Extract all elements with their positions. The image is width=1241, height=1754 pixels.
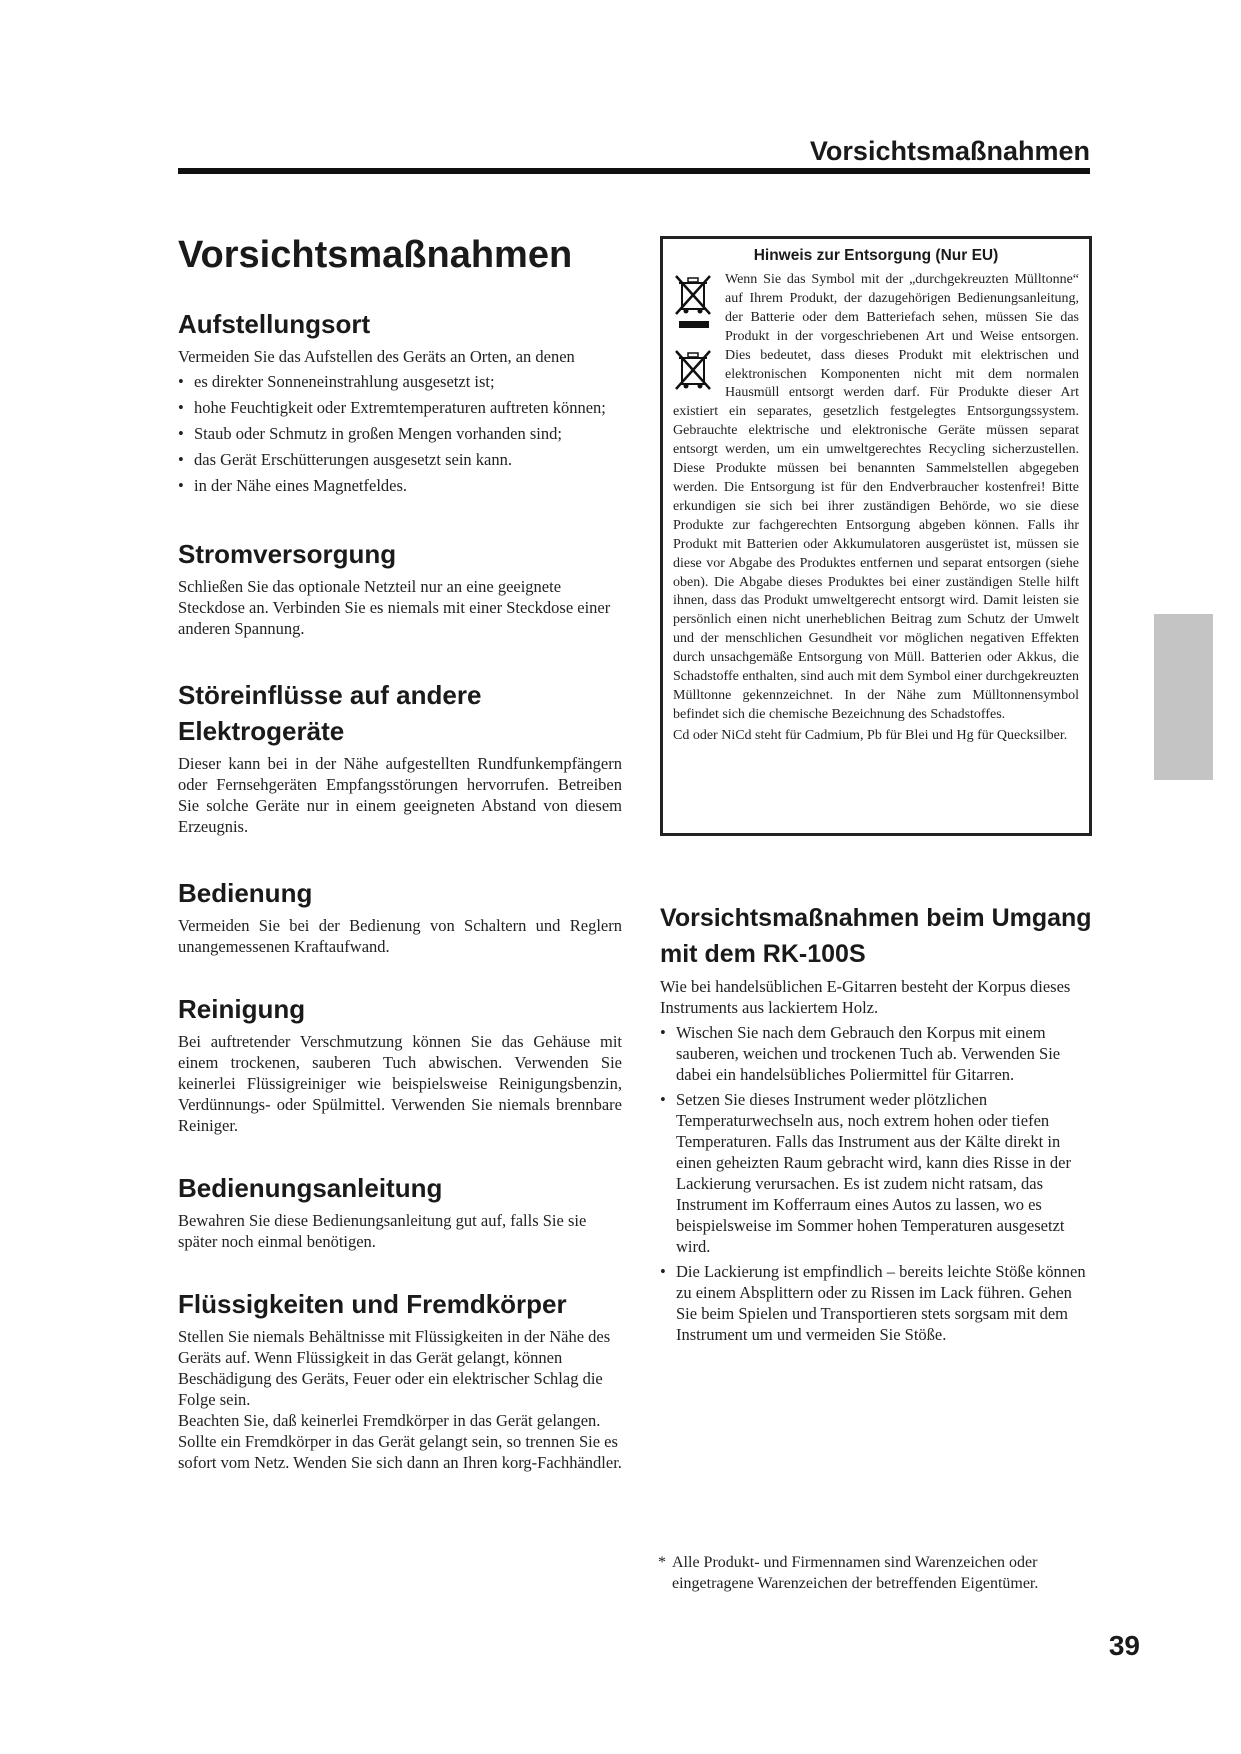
section-text: Vermeiden Sie das Aufstellen des Geräts an Orten, an denen bbox=[178, 347, 575, 366]
page-title: Vorsichtsmaßnahmen bbox=[178, 234, 573, 276]
section-aufstellungsort bbox=[178, 306, 622, 496]
notice-icons bbox=[673, 273, 717, 396]
section-heading: Flüssigkeiten und Fremdkörper bbox=[178, 1289, 567, 1319]
section-stromversorgung bbox=[178, 536, 622, 639]
crossed-bin-icon bbox=[673, 273, 713, 317]
section-heading: Bedienung bbox=[178, 878, 313, 908]
list-item: • es direkter Sonneneinstrahlung ausgesetzt ist; bbox=[178, 371, 622, 392]
list-item: • hohe Feuchtigkeit oder Extremtemperaturen auftreten können; bbox=[178, 397, 622, 418]
section-heading: Bedienungsanleitung bbox=[178, 1173, 443, 1203]
footnote-marker: * bbox=[658, 1554, 666, 1571]
section-bedienungsanleitung bbox=[178, 1170, 622, 1252]
section-thumb-tab bbox=[1154, 614, 1213, 780]
section-heading: Vorsichtsmaßnahmen beim Umgang mit dem RK-100S bbox=[660, 904, 1092, 968]
section-heading: Reinigung bbox=[178, 994, 306, 1024]
bullet-list bbox=[178, 371, 622, 496]
page-number: 39 bbox=[1108, 1630, 1140, 1661]
notice-title: Hinweis zur Entsorgung (Nur EU) bbox=[753, 247, 999, 264]
section-text: Bewahren Sie diese Bedienungsanleitung gut auf, falls Sie sie später noch einmal benötigen. bbox=[178, 1211, 587, 1251]
list-item: • das Gerät Erschütterungen ausgesetzt sein kann. bbox=[178, 449, 622, 470]
section-text: Bei auftretender Verschmutzung können Sie das Gehäuse mit einem trockenen, sauberen Tuch abwischen. Verwenden Sie keinerlei Flüssigreiniger wie beispielsweise Reinigungsbenzin, Verdünnungs- oder Spülmittel. Verwenden Sie niemals brennbare Reiniger. bbox=[178, 1032, 622, 1135]
bar-symbol-icon bbox=[679, 321, 709, 328]
section-heading: Störeinflüsse auf andere Elektrogeräte bbox=[178, 680, 482, 746]
section-reinigung bbox=[178, 991, 622, 1136]
list-item: • in der Nähe eines Magnetfeldes. bbox=[178, 475, 622, 496]
left-column bbox=[178, 232, 622, 1509]
bullet-list bbox=[660, 1022, 1092, 1345]
list-item: • Staub oder Schmutz in großen Mengen vorhanden sind; bbox=[178, 423, 622, 444]
disposal-notice-box bbox=[660, 236, 1092, 836]
section-heading: Aufstellungsort bbox=[178, 309, 371, 339]
right-column bbox=[660, 236, 1092, 1349]
list-item: • Wischen Sie nach dem Gebrauch den Korpus mit einem sauberen, weichen und trockenen Tuch ab. Verwenden Sie dabei ein handelsübliches Poliermittel für Gitarren. bbox=[660, 1022, 1092, 1085]
header-rule bbox=[178, 168, 1090, 174]
section-text: Wie bei handelsüblichen E-Gitarren besteht der Korpus dieses Instruments aus lackiertem Holz. bbox=[660, 977, 1071, 1017]
footnote bbox=[658, 1552, 1098, 1594]
section-heading: Stromversorgung bbox=[178, 539, 397, 569]
section-text: Vermeiden Sie bei der Bedienung von Schaltern und Reglern unangemessenen Kraftaufwand. bbox=[178, 916, 622, 956]
section-rk100s-handling bbox=[660, 900, 1092, 1345]
section-stoereinfluesse bbox=[178, 677, 622, 837]
section-bedienung bbox=[178, 875, 622, 957]
running-header-title: Vorsichtsmaßnahmen bbox=[809, 136, 1090, 166]
footnote-text: Alle Produkt- und Firmennamen sind Warenzeichen oder eingetragene Warenzeichen der betreffenden Eigentümer. bbox=[672, 1554, 1039, 1592]
crossed-bin-battery-icon bbox=[673, 348, 713, 392]
section-text: Schließen Sie das optionale Netzteil nur an eine geeignete Steckdose an. Verbinden Sie es niemals mit einer Steckdose einer anderen Spannung. bbox=[178, 577, 611, 638]
section-text-2: Beachten Sie, daß keinerlei Fremdkörper in das Gerät gelangen. Sollte ein Fremdkörper in das Gerät gelangt sein, so trennen Sie es sofort vom Netz. Wenden Sie sich dann an Ihren korg-Fachhändler. bbox=[178, 1411, 622, 1472]
section-fluessigkeiten bbox=[178, 1286, 622, 1473]
list-item: • Setzen Sie dieses Instrument weder plötzlichen Temperaturwechseln aus, noch extrem hohen oder tiefen Temperaturen. Falls das Instrument aus der Kälte direkt in einen geheizten Raum gebracht wird, kann dies Risse in der Lackierung verursachen. Es ist zudem nicht ratsam, das Instrument im Kofferraum eines Autos zu lassen, wo es beispielsweise im Sommer hohen Temperaturen ausgesetzt wird. bbox=[660, 1089, 1092, 1257]
section-text: Stellen Sie niemals Behältnisse mit Flüssigkeiten in der Nähe des Geräts auf. Wenn Flüssigkeit in das Gerät gelangt, können Beschädigung des Geräts, Feuer oder ein elektrischer Schlag die Folge sein. bbox=[178, 1327, 611, 1409]
notice-tail-text: Cd oder NiCd steht für Cadmium, Pb für Blei und Hg für Quecksilber. bbox=[673, 727, 1068, 743]
list-item: • Die Lackierung ist empfindlich – bereits leichte Stöße können zu einem Absplittern oder zu Rissen im Lack führen. Gehen Sie beim Spielen und Transportieren stets sorgsam mit dem Instrument um und vermeiden Sie Stöße. bbox=[660, 1261, 1092, 1345]
notice-text: Wenn Sie das Symbol mit der „durchgekreuzten Mülltonne“ auf Ihrem Produkt, der dazugehörigen Bedienungsanleitung, der Batterie oder dem Batteriefach sehen, müssen Sie das Produkt in der vorgeschriebenen Art und Weise entsorgen. Dies bedeutet, dass dieses Produkt mit elektrischen und elektronischen Komponenten nicht mit dem normalen Hausmüll entsorgt werden darf. Für Produkte dieser Art existiert ein separates, gesetzlich festgelegtes Entsorgungssystem. Gebrauchte elektrische und elektronische Geräte müssen separat entsorgt werden, um ein umweltgerechtes Recycling sicherzustellen. Diese Produkte müssen bei benannten Sammelstellen abgegeben werden. Die Entsorgung ist für den Endverbraucher kostenfrei! Bitte erkundigen sie sich bei ihrer zuständigen Behörde, wo sie diese Produkte zur fachgerechten Entsorgung abgeben können. Falls ihr Produkt mit Batterien oder Akkumulatoren ausgerüstet ist, müssen sie diese vor Abgabe des Produktes entfernen und separat entsorgen (siehe oben). Die Abgabe dieses Produktes bei einer zuständigen Stelle hilft ihnen, dass das Produkt umweltgerecht entsorgt wird. Damit leisten sie persönlich einen nicht unerheblichen Beitrag zum Schutz der Umwelt und der menschlichen Gesundheit vor möglichen negativen Effekten durch unsachgemäße Entsorgung von Müll. Batterien oder Akkus, die Schadstoffe enthalten, sind auch mit dem Symbol einer durchgekreuzten Mülltonne gekennzeichnet. In der Nähe zum Mülltonnensymbol befindet sich die chemische Bezeichnung des Schadstoffes. bbox=[673, 272, 1080, 722]
section-text: Dieser kann bei in der Nähe aufgestellten Rundfunkempfängern oder Fernsehgeräten Empfangsstörungen hervorrufen. Betreiben Sie solche Geräte nur in einem geeigneten Abstand von diesem Erzeugnis. bbox=[178, 754, 622, 836]
